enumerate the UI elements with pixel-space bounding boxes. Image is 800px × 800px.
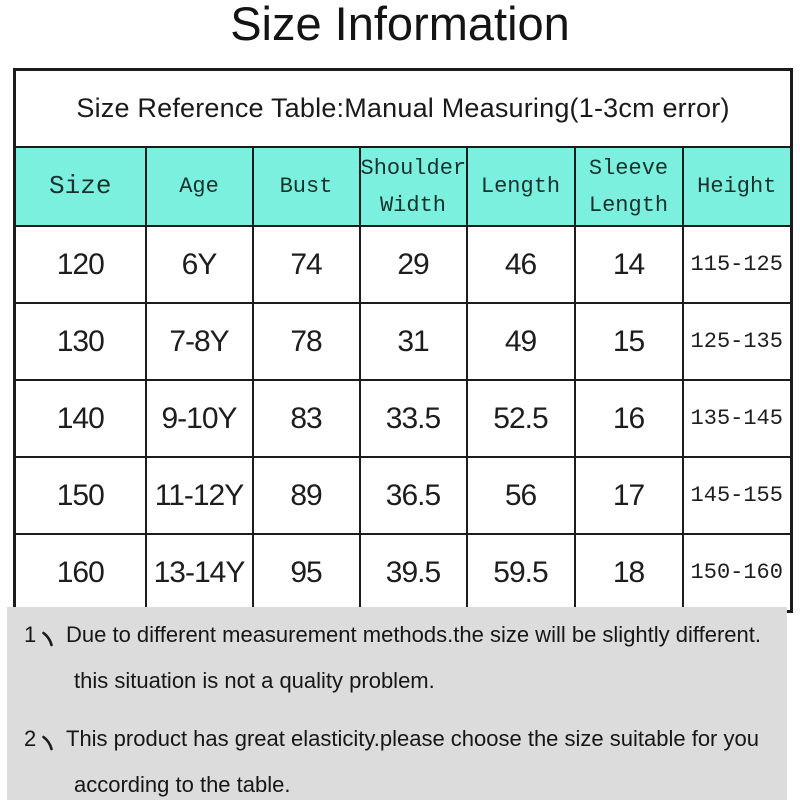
cell-bust: 83 [253,380,360,457]
cell-bust: 95 [253,534,360,612]
cell-sleeve-length: 14 [575,226,683,303]
cell-size: 140 [15,380,146,457]
cell-sleeve-length: 16 [575,380,683,457]
cell-shoulder-width: 36.5 [360,457,467,534]
cell-height: 125-135 [683,303,792,380]
cell-age: 7-8Y [146,303,253,380]
note-text [66,622,777,694]
cell-size: 120 [15,226,146,303]
ideographic-comma-icon [41,631,54,647]
note-number: 1 [24,622,37,647]
size-reference-table [13,68,793,613]
cell-size: 160 [15,534,146,612]
cell-age: 9-10Y [146,380,253,457]
note-item-2 [24,726,777,798]
cell-sleeve-length: 18 [575,534,683,612]
cell-shoulder-width: 29 [360,226,467,303]
column-header-age: Age [146,147,253,226]
note-item-1 [24,622,777,694]
cell-length: 56 [467,457,575,534]
cell-length: 59.5 [467,534,575,612]
cell-height: 115-125 [683,226,792,303]
cell-size: 130 [15,303,146,380]
column-header-length: Length [467,147,575,226]
table-caption: Size Reference Table:Manual Measuring(1-3cm error) [15,70,792,148]
table-caption-row [15,70,792,148]
column-header-bust: Bust [253,147,360,226]
cell-bust: 89 [253,457,360,534]
table-header-row [15,147,792,226]
table-row-size-140 [15,380,792,457]
cell-height: 150-160 [683,534,792,612]
notes-panel [7,607,787,800]
note-line: Due to different measurement methods.the size will be slightly different. [66,622,761,647]
cell-shoulder-width: 33.5 [360,380,467,457]
cell-age: 6Y [146,226,253,303]
note-marker [24,726,66,752]
note-line: this situation is not a quality problem. [74,668,435,693]
note-text [66,726,777,798]
note-line: This product has great elasticity.please choose the size suitable for you [66,726,759,751]
cell-length: 52.5 [467,380,575,457]
cell-height: 145-155 [683,457,792,534]
cell-length: 49 [467,303,575,380]
column-header-shoulder-width: Shoulder Width [360,147,467,226]
page-title: Size Information [230,0,570,50]
table-row-size-130 [15,303,792,380]
cell-sleeve-length: 15 [575,303,683,380]
cell-length: 46 [467,226,575,303]
cell-bust: 74 [253,226,360,303]
cell-age: 13-14Y [146,534,253,612]
cell-shoulder-width: 31 [360,303,467,380]
cell-height: 135-145 [683,380,792,457]
cell-sleeve-length: 17 [575,457,683,534]
column-header-sleeve-length: Sleeve Length [575,147,683,226]
cell-size: 150 [15,457,146,534]
table-row-size-120 [15,226,792,303]
column-header-height: Height [683,147,792,226]
ideographic-comma-icon [41,735,54,751]
note-number: 2 [24,726,37,751]
note-line: according to the table. [74,772,291,797]
note-marker [24,622,66,648]
table-row-size-150 [15,457,792,534]
cell-shoulder-width: 39.5 [360,534,467,612]
cell-age: 11-12Y [146,457,253,534]
cell-bust: 78 [253,303,360,380]
column-header-size: Size [15,147,146,226]
table-row-size-160 [15,534,792,612]
